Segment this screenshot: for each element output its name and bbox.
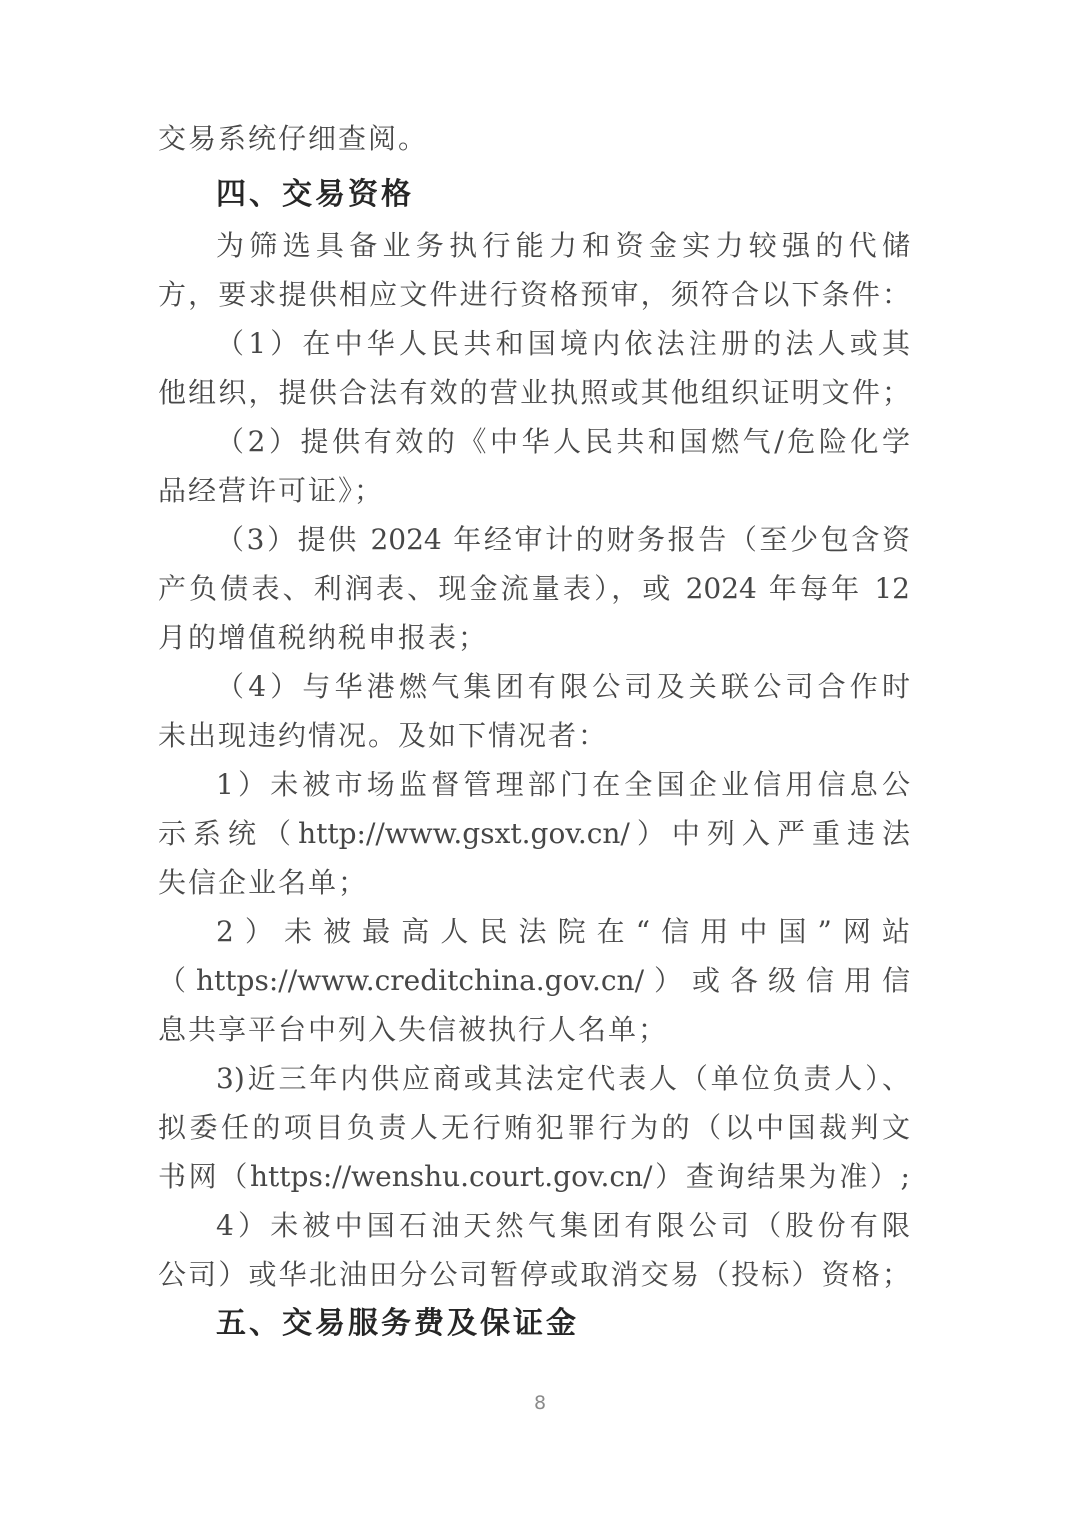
text-line: 月的增值税纳税申报表；	[158, 621, 489, 654]
text-line-item-4: 4）未被中国石油天然气集团有限公司（股份有限	[216, 1209, 910, 1242]
text-line: 交易系统仔细查阅。	[158, 122, 429, 155]
page-number: 8	[533, 1392, 547, 1414]
text-line: 为筛选具备业务执行能力和资金实力较强的代储	[216, 229, 910, 262]
text-line: 公司）或华北油田分公司暂停或取消交易（投标）资格；	[158, 1258, 910, 1291]
section-heading-trading-qualification: 四、交易资格	[216, 177, 414, 212]
text-line: 未出现违约情况。及如下情况者：	[158, 719, 609, 752]
text-line: 产负债表、利润表、现金流量表），或 2024 年每年 12	[158, 572, 910, 605]
document-body	[158, 114, 910, 1348]
section-heading-service-fee-deposit: 五、交易服务费及保证金	[216, 1306, 579, 1341]
text-line: 品经营许可证》；	[158, 474, 385, 507]
text-line-condition-4: （4）与华港燃气集团有限公司及关联公司合作时	[216, 670, 910, 703]
text-line-wenshu-url: 书网（https://wenshu.court.gov.cn/）查询结果为准）;	[158, 1160, 910, 1193]
text-line-item-1: 1）未被市场监督管理部门在全国企业信用信息公	[216, 768, 910, 801]
text-line-condition-2: （2）提供有效的《中华人民共和国燃气/危险化学	[216, 425, 910, 458]
text-line-item-3: 3)近三年内供应商或其法定代表人（单位负责人）、	[216, 1062, 910, 1095]
text-line: 他组织，提供合法有效的营业执照或其他组织证明文件；	[158, 376, 910, 409]
text-line-item-2: 2）未被最高人民法院在“信用中国”网站	[216, 915, 910, 948]
text-line: 拟委任的项目负责人无行贿犯罪行为的（以中国裁判文	[158, 1111, 910, 1144]
text-line-condition-3: （3）提供 2024 年经审计的财务报告（至少包含资	[216, 523, 910, 556]
text-line: 失信企业名单；	[158, 866, 369, 899]
text-line: 方，要求提供相应文件进行资格预审，须符合以下条件：	[158, 278, 910, 311]
text-line: 息共享平台中列入失信被执行人名单；	[158, 1013, 669, 1046]
text-line-condition-1: （1）在中华人民共和国境内依法注册的法人或其	[216, 327, 910, 360]
text-line-creditchina-url: （https://www.creditchina.gov.cn/）或各级信用信	[158, 964, 910, 997]
text-line-gsxt-url: 示系统（http://www.gsxt.gov.cn/）中列入严重违法	[158, 817, 910, 850]
